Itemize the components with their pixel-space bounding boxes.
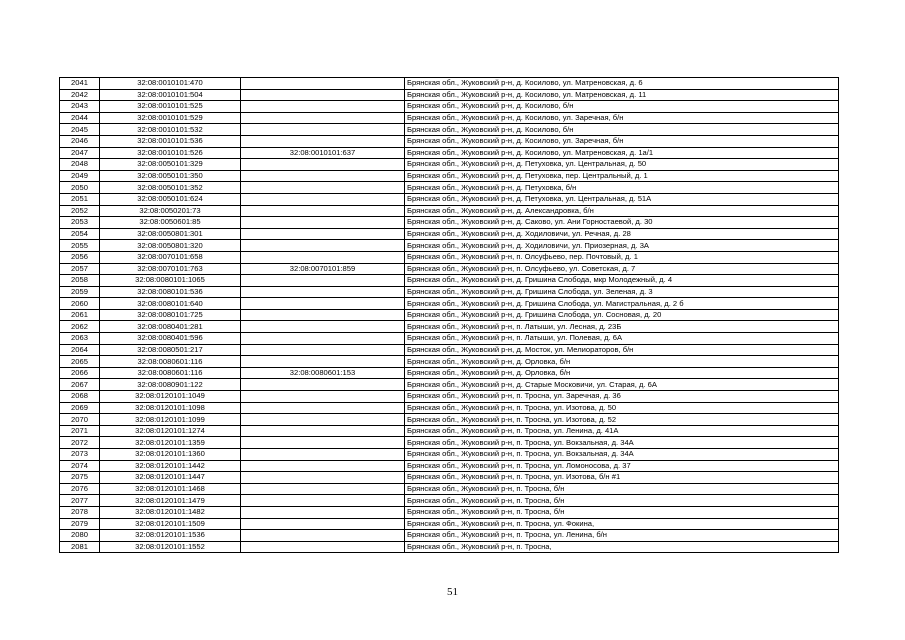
cadastral-number-cell: 32:08:0080501:217	[100, 344, 241, 356]
cadastral-number-cell: 32:08:0080101:1065	[100, 275, 241, 287]
table-row	[60, 124, 839, 136]
table-row	[60, 135, 839, 147]
table-row	[60, 379, 839, 391]
row-number-cell: 2041	[60, 78, 100, 90]
cadastral-number-cell: 32:08:0010101:529	[100, 112, 241, 124]
address-cell: Брянская обл., Жуковский р-н, д. Косилово, ул. Матреновская, д. 6	[405, 78, 839, 90]
cadastral-number-cell: 32:08:0120101:1442	[100, 460, 241, 472]
table-row	[60, 460, 839, 472]
address-cell: Брянская обл., Жуковский р-н, п. Тросна, ул. Фокина,	[405, 518, 839, 530]
row-number-cell: 2068	[60, 391, 100, 403]
cadastral-number-cell: 32:08:0050101:329	[100, 159, 241, 171]
address-cell: Брянская обл., Жуковский р-н, д. Ходиловичи, ул. Речная, д. 28	[405, 228, 839, 240]
table-row	[60, 449, 839, 461]
cadastral-number-cell: 32:08:0080401:281	[100, 321, 241, 333]
table-row	[60, 205, 839, 217]
table-row	[60, 541, 839, 553]
address-cell: Брянская обл., Жуковский р-н, п. Тросна, б/н	[405, 506, 839, 518]
table-row	[60, 78, 839, 90]
related-cadastral-number-cell	[241, 344, 405, 356]
cadastral-number-cell: 32:08:0120101:1099	[100, 414, 241, 426]
address-cell: Брянская обл., Жуковский р-н, п. Тросна, ул. Ломоносова, д. 37	[405, 460, 839, 472]
related-cadastral-number-cell: 32:08:0080601:153	[241, 367, 405, 379]
cadastral-number-cell: 32:08:0120101:1552	[100, 541, 241, 553]
related-cadastral-number-cell	[241, 228, 405, 240]
cadastral-number-cell: 32:08:0010101:532	[100, 124, 241, 136]
row-number-cell: 2072	[60, 437, 100, 449]
related-cadastral-number-cell	[241, 530, 405, 542]
address-cell: Брянская обл., Жуковский р-н, д. Петуховка, б/н	[405, 182, 839, 194]
address-cell: Брянская обл., Жуковский р-н, п. Тросна, ул. Вокзальная, д. 34А	[405, 449, 839, 461]
cadastral-number-cell: 32:08:0080101:725	[100, 309, 241, 321]
address-cell: Брянская обл., Жуковский р-н, п. Тросна, ул. Изотова, д. 52	[405, 414, 839, 426]
row-number-cell: 2043	[60, 101, 100, 113]
table-row	[60, 193, 839, 205]
cadastral-number-cell: 32:08:0070101:658	[100, 251, 241, 263]
address-cell: Брянская обл., Жуковский р-н, п. Тросна,	[405, 541, 839, 553]
table-row	[60, 414, 839, 426]
row-number-cell: 2044	[60, 112, 100, 124]
table-row	[60, 286, 839, 298]
table-row	[60, 112, 839, 124]
table-row	[60, 275, 839, 287]
address-cell: Брянская обл., Жуковский р-н, п. Тросна, ул. Вокзальная, д. 34А	[405, 437, 839, 449]
cadastral-number-cell: 32:08:0120101:1274	[100, 425, 241, 437]
table-row	[60, 356, 839, 368]
row-number-cell: 2047	[60, 147, 100, 159]
cadastral-number-cell: 32:08:0120101:1482	[100, 506, 241, 518]
row-number-cell: 2080	[60, 530, 100, 542]
row-number-cell: 2045	[60, 124, 100, 136]
table-row	[60, 159, 839, 171]
table-row	[60, 344, 839, 356]
address-cell: Брянская обл., Жуковский р-н, п. Тросна, ул. Ленина, б/н	[405, 530, 839, 542]
row-number-cell: 2066	[60, 367, 100, 379]
row-number-cell: 2052	[60, 205, 100, 217]
table-row	[60, 101, 839, 113]
address-cell: Брянская обл., Жуковский р-н, п. Тросна, ул. Заречная, д. 36	[405, 391, 839, 403]
address-cell: Брянская обл., Жуковский р-н, д. Косилово, ул. Матреновская, д. 1а/1	[405, 147, 839, 159]
table-row	[60, 506, 839, 518]
table-row	[60, 437, 839, 449]
table-row	[60, 217, 839, 229]
row-number-cell: 2073	[60, 449, 100, 461]
cadastral-number-cell: 32:08:0120101:1360	[100, 449, 241, 461]
cadastral-number-cell: 32:08:0050101:350	[100, 170, 241, 182]
address-cell: Брянская обл., Жуковский р-н, п. Олсуфьево, ул. Советская, д. 7	[405, 263, 839, 275]
row-number-cell: 2054	[60, 228, 100, 240]
row-number-cell: 2056	[60, 251, 100, 263]
row-number-cell: 2069	[60, 402, 100, 414]
address-cell: Брянская обл., Жуковский р-н, д. Косилово, ул. Заречная, б/н	[405, 135, 839, 147]
table-row	[60, 333, 839, 345]
address-cell: Брянская обл., Жуковский р-н, д. Гришина Слобода, ул. Сосновая, д. 20	[405, 309, 839, 321]
cadastral-number-cell: 32:08:0080101:640	[100, 298, 241, 310]
page-number: 51	[447, 586, 458, 598]
table-row	[60, 483, 839, 495]
address-cell: Брянская обл., Жуковский р-н, д. Мосток, ул. Мелиораторов, б/н	[405, 344, 839, 356]
related-cadastral-number-cell	[241, 101, 405, 113]
cadastral-number-cell: 32:08:0010101:525	[100, 101, 241, 113]
row-number-cell: 2071	[60, 425, 100, 437]
table-row	[60, 298, 839, 310]
row-number-cell: 2053	[60, 217, 100, 229]
cadastral-number-cell: 32:08:0120101:1049	[100, 391, 241, 403]
cadastral-number-cell: 32:08:0080401:596	[100, 333, 241, 345]
table-row	[60, 402, 839, 414]
table-row	[60, 518, 839, 530]
related-cadastral-number-cell	[241, 286, 405, 298]
related-cadastral-number-cell	[241, 159, 405, 171]
row-number-cell: 2062	[60, 321, 100, 333]
related-cadastral-number-cell	[241, 124, 405, 136]
cadastral-number-cell: 32:08:0070101:763	[100, 263, 241, 275]
table-row	[60, 228, 839, 240]
address-cell: Брянская обл., Жуковский р-н, п. Латыши, ул. Полевая, д. 6А	[405, 333, 839, 345]
cadastral-number-cell: 32:08:0050601:85	[100, 217, 241, 229]
address-cell: Брянская обл., Жуковский р-н, п. Тросна, б/н	[405, 483, 839, 495]
table-row	[60, 170, 839, 182]
related-cadastral-number-cell	[241, 425, 405, 437]
related-cadastral-number-cell	[241, 506, 405, 518]
table-row	[60, 472, 839, 484]
related-cadastral-number-cell	[241, 275, 405, 287]
related-cadastral-number-cell	[241, 333, 405, 345]
table-row	[60, 321, 839, 333]
related-cadastral-number-cell	[241, 217, 405, 229]
table-row	[60, 251, 839, 263]
address-cell: Брянская обл., Жуковский р-н, д. Старые Московичи, ул. Старая, д. 6А	[405, 379, 839, 391]
related-cadastral-number-cell: 32:08:0010101:637	[241, 147, 405, 159]
related-cadastral-number-cell	[241, 135, 405, 147]
related-cadastral-number-cell	[241, 391, 405, 403]
cadastral-number-cell: 32:08:0050101:624	[100, 193, 241, 205]
row-number-cell: 2050	[60, 182, 100, 194]
address-cell: Брянская обл., Жуковский р-н, д. Ходиловичи, ул. Приозерная, д. 3А	[405, 240, 839, 252]
row-number-cell: 2074	[60, 460, 100, 472]
related-cadastral-number-cell	[241, 170, 405, 182]
address-cell: Брянская обл., Жуковский р-н, п. Тросна, ул. Изотова, д. 50	[405, 402, 839, 414]
related-cadastral-number-cell	[241, 309, 405, 321]
row-number-cell: 2075	[60, 472, 100, 484]
related-cadastral-number-cell	[241, 518, 405, 530]
cadastral-number-cell: 32:08:0120101:1479	[100, 495, 241, 507]
related-cadastral-number-cell	[241, 89, 405, 101]
row-number-cell: 2060	[60, 298, 100, 310]
table-row	[60, 147, 839, 159]
row-number-cell: 2048	[60, 159, 100, 171]
address-cell: Брянская обл., Жуковский р-н, д. Орловка, б/н	[405, 356, 839, 368]
table-row	[60, 240, 839, 252]
row-number-cell: 2055	[60, 240, 100, 252]
cadastral-number-cell: 32:08:0050801:301	[100, 228, 241, 240]
row-number-cell: 2051	[60, 193, 100, 205]
address-cell: Брянская обл., Жуковский р-н, д. Петуховка, ул. Центральная, д. 50	[405, 159, 839, 171]
related-cadastral-number-cell: 32:08:0070101:859	[241, 263, 405, 275]
table-row	[60, 367, 839, 379]
cadastral-number-cell: 32:08:0080101:536	[100, 286, 241, 298]
related-cadastral-number-cell	[241, 402, 405, 414]
address-cell: Брянская обл., Жуковский р-н, д. Косилово, б/н	[405, 101, 839, 113]
address-cell: Брянская обл., Жуковский р-н, д. Гришина Слобода, ул. Зеленая, д. 3	[405, 286, 839, 298]
related-cadastral-number-cell	[241, 182, 405, 194]
row-number-cell: 2070	[60, 414, 100, 426]
address-cell: Брянская обл., Жуковский р-н, д. Александровка, б/н	[405, 205, 839, 217]
row-number-cell: 2076	[60, 483, 100, 495]
cadastral-number-cell: 32:08:0080601:116	[100, 356, 241, 368]
table-row	[60, 425, 839, 437]
cadastral-number-cell: 32:08:0120101:1468	[100, 483, 241, 495]
row-number-cell: 2067	[60, 379, 100, 391]
address-cell: Брянская обл., Жуковский р-н, п. Латыши, ул. Лесная, д. 23Б	[405, 321, 839, 333]
related-cadastral-number-cell	[241, 495, 405, 507]
cadastral-number-cell: 32:08:0120101:1536	[100, 530, 241, 542]
row-number-cell: 2057	[60, 263, 100, 275]
address-cell: Брянская обл., Жуковский р-н, п. Олсуфьево, пер. Почтовый, д. 1	[405, 251, 839, 263]
table-row	[60, 263, 839, 275]
address-cell: Брянская обл., Жуковский р-н, п. Тросна, ул. Ленина, д. 41А	[405, 425, 839, 437]
cadastral-number-cell: 32:08:0080901:122	[100, 379, 241, 391]
related-cadastral-number-cell	[241, 240, 405, 252]
related-cadastral-number-cell	[241, 460, 405, 472]
cadastral-number-cell: 32:08:0010101:536	[100, 135, 241, 147]
cadastral-number-cell: 32:08:0050201:73	[100, 205, 241, 217]
row-number-cell: 2061	[60, 309, 100, 321]
row-number-cell: 2063	[60, 333, 100, 345]
address-cell: Брянская обл., Жуковский р-н, д. Саково, ул. Ани Горностаевой, д. 30	[405, 217, 839, 229]
table-row	[60, 495, 839, 507]
cadastral-number-cell: 32:08:0120101:1447	[100, 472, 241, 484]
table-row	[60, 182, 839, 194]
related-cadastral-number-cell	[241, 251, 405, 263]
table-row	[60, 89, 839, 101]
address-cell: Брянская обл., Жуковский р-н, д. Косилово, ул. Матреновская, д. 11	[405, 89, 839, 101]
related-cadastral-number-cell	[241, 321, 405, 333]
related-cadastral-number-cell	[241, 379, 405, 391]
address-cell: Брянская обл., Жуковский р-н, д. Косилово, ул. Заречная, б/н	[405, 112, 839, 124]
related-cadastral-number-cell	[241, 193, 405, 205]
address-cell: Брянская обл., Жуковский р-н, д. Петуховка, пер. Центральный, д. 1	[405, 170, 839, 182]
table-row	[60, 391, 839, 403]
related-cadastral-number-cell	[241, 472, 405, 484]
related-cadastral-number-cell	[241, 298, 405, 310]
address-cell: Брянская обл., Жуковский р-н, д. Петуховка, ул. Центральная, д. 51А	[405, 193, 839, 205]
address-cell: Брянская обл., Жуковский р-н, д. Гришина Слобода, мкр Молодежный, д. 4	[405, 275, 839, 287]
table-row	[60, 309, 839, 321]
cadastral-number-cell: 32:08:0010101:470	[100, 78, 241, 90]
row-number-cell: 2077	[60, 495, 100, 507]
related-cadastral-number-cell	[241, 541, 405, 553]
row-number-cell: 2064	[60, 344, 100, 356]
cadastral-number-cell: 32:08:0010101:504	[100, 89, 241, 101]
cadastral-number-cell: 32:08:0120101:1509	[100, 518, 241, 530]
row-number-cell: 2078	[60, 506, 100, 518]
related-cadastral-number-cell	[241, 437, 405, 449]
cadastral-number-cell: 32:08:0080601:116	[100, 367, 241, 379]
cadastral-number-cell: 32:08:0050101:352	[100, 182, 241, 194]
row-number-cell: 2058	[60, 275, 100, 287]
address-cell: Брянская обл., Жуковский р-н, д. Гришина Слобода, ул. Магистральная, д. 2 б	[405, 298, 839, 310]
address-cell: Брянская обл., Жуковский р-н, п. Тросна, ул. Изотова, б/н #1	[405, 472, 839, 484]
cadastral-number-cell: 32:08:0120101:1098	[100, 402, 241, 414]
address-cell: Брянская обл., Жуковский р-н, д. Косилово, б/н	[405, 124, 839, 136]
row-number-cell: 2081	[60, 541, 100, 553]
related-cadastral-number-cell	[241, 414, 405, 426]
cadastral-number-cell: 32:08:0010101:526	[100, 147, 241, 159]
related-cadastral-number-cell	[241, 356, 405, 368]
address-cell: Брянская обл., Жуковский р-н, д. Орловка, б/н	[405, 367, 839, 379]
cadastral-number-cell: 32:08:0120101:1359	[100, 437, 241, 449]
related-cadastral-number-cell	[241, 483, 405, 495]
table-row	[60, 530, 839, 542]
cadastral-number-cell: 32:08:0050801:320	[100, 240, 241, 252]
related-cadastral-number-cell	[241, 78, 405, 90]
address-cell: Брянская обл., Жуковский р-н, п. Тросна, б/н	[405, 495, 839, 507]
row-number-cell: 2049	[60, 170, 100, 182]
row-number-cell: 2042	[60, 89, 100, 101]
row-number-cell: 2059	[60, 286, 100, 298]
related-cadastral-number-cell	[241, 112, 405, 124]
table-body	[60, 78, 839, 553]
row-number-cell: 2079	[60, 518, 100, 530]
row-number-cell: 2065	[60, 356, 100, 368]
related-cadastral-number-cell	[241, 205, 405, 217]
row-number-cell: 2046	[60, 135, 100, 147]
property-table	[59, 77, 839, 553]
related-cadastral-number-cell	[241, 449, 405, 461]
